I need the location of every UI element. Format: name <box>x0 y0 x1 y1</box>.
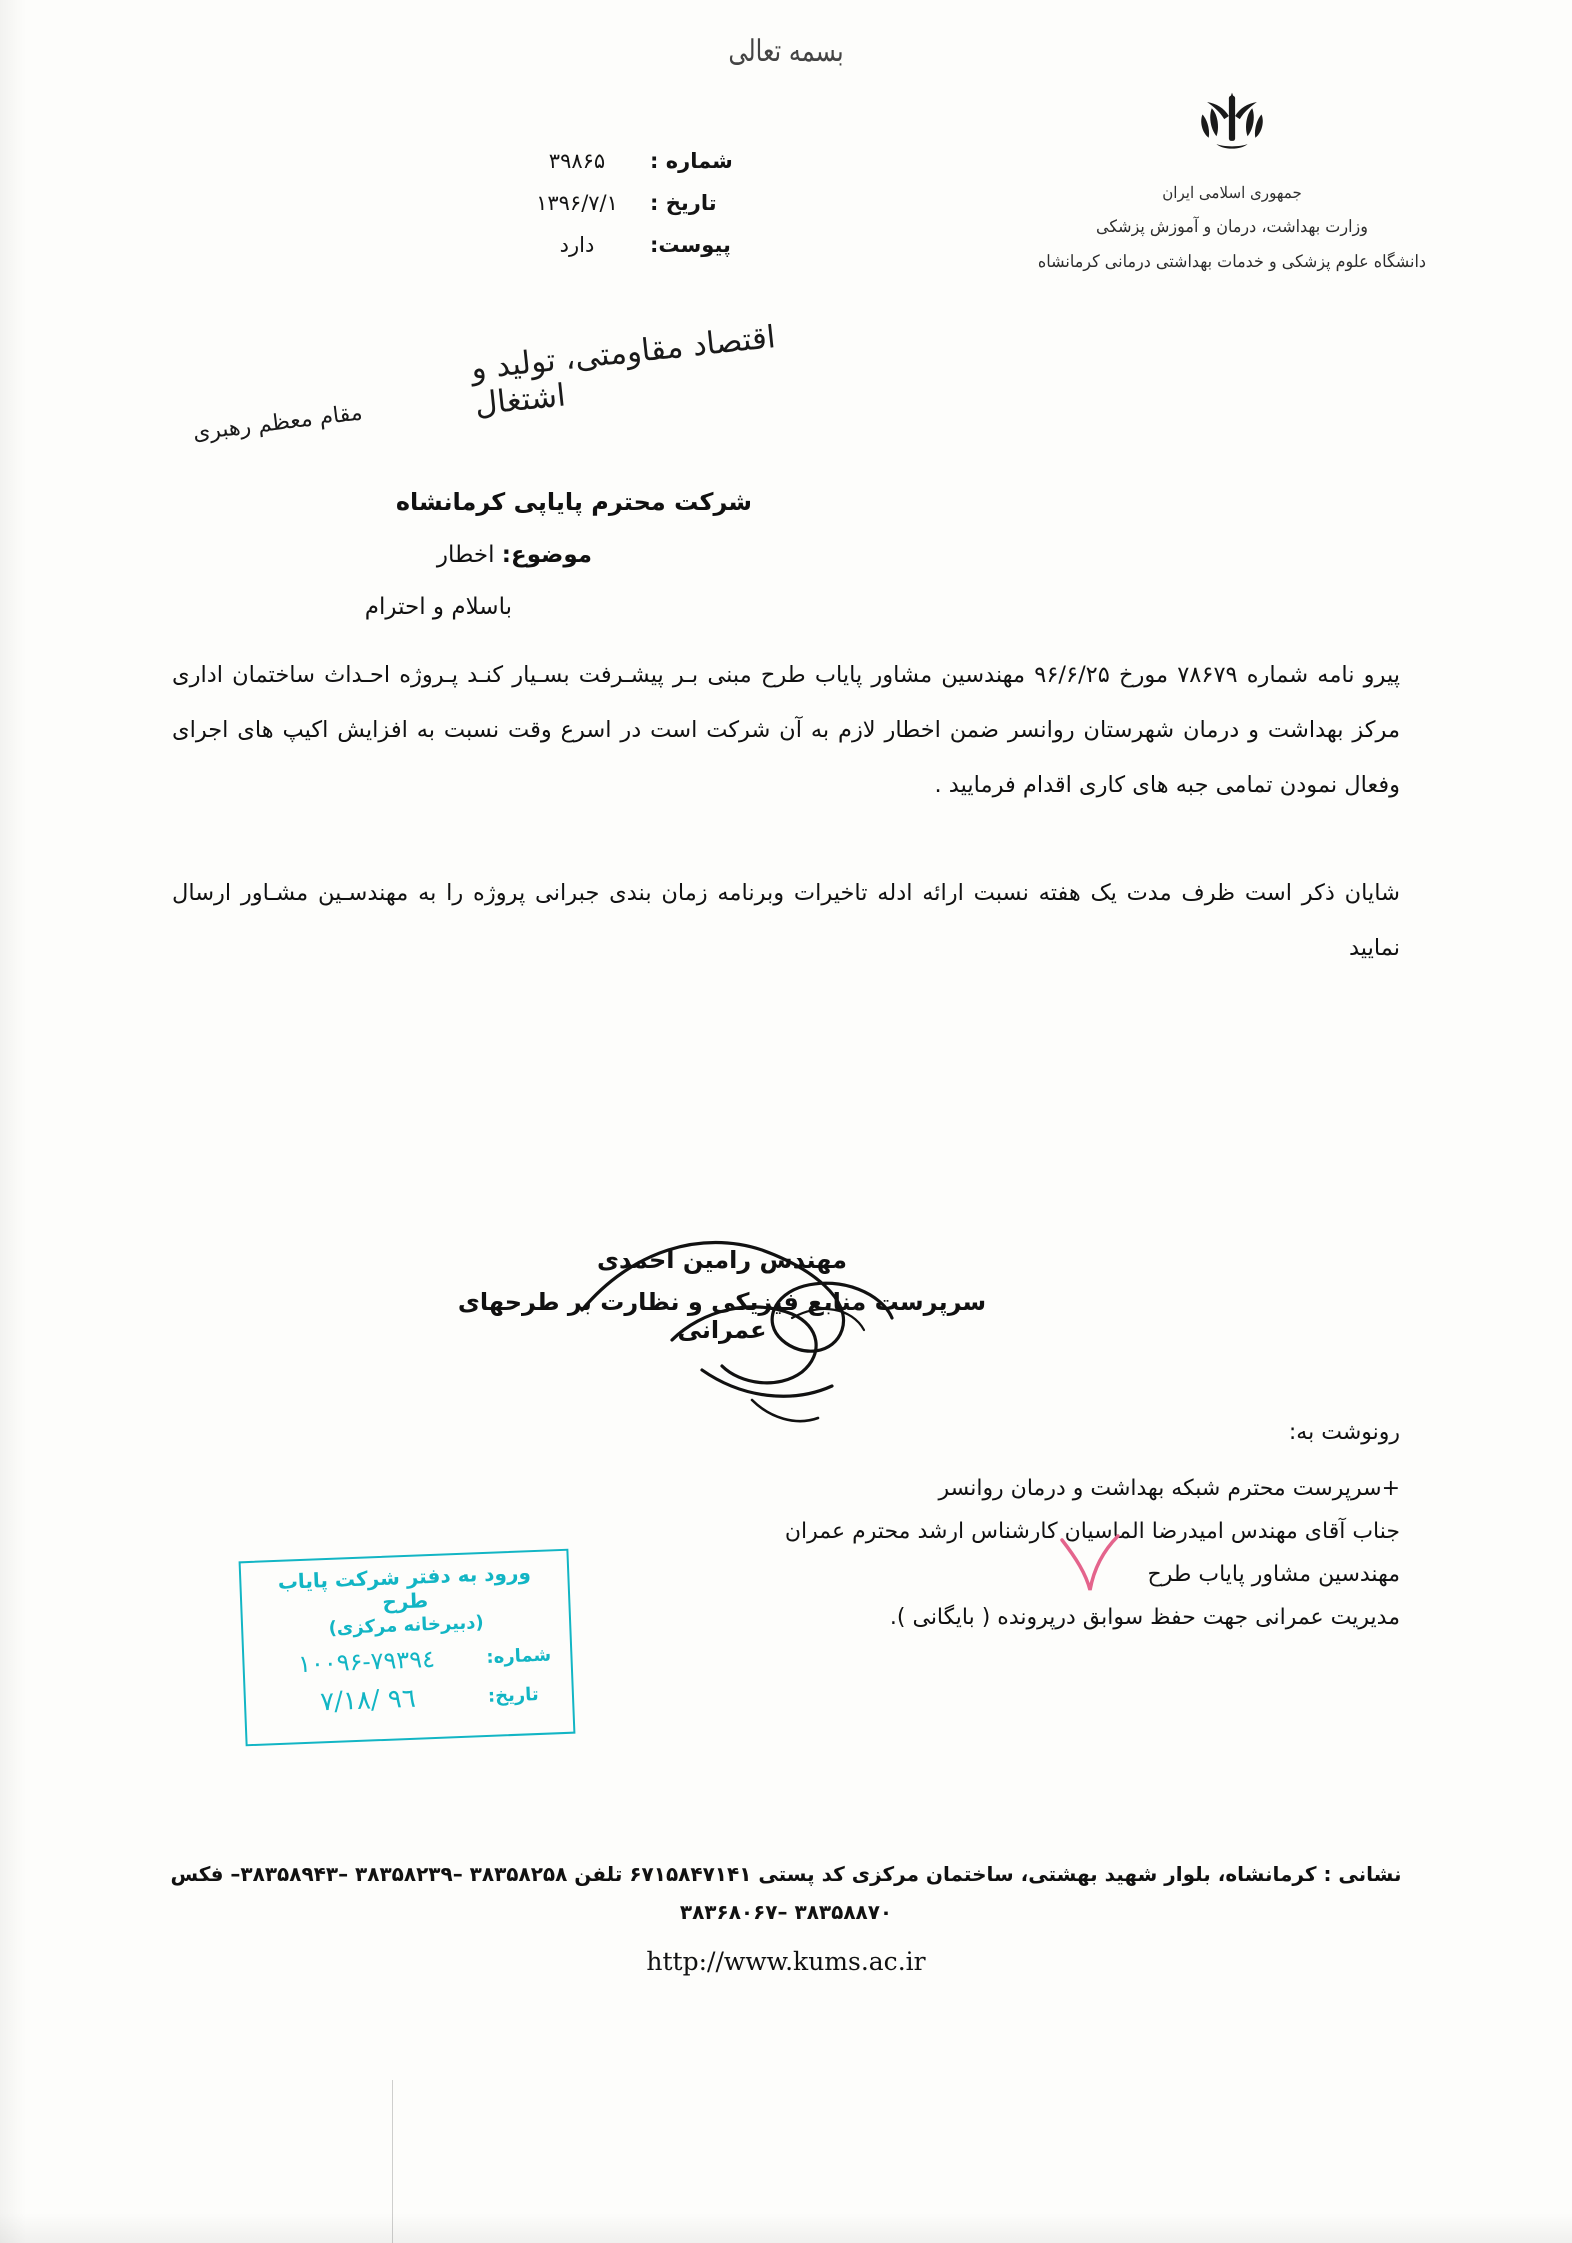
letterhead-line-country: جمهوری اسلامی ایران <box>1162 183 1302 202</box>
subject-value: اخطار <box>436 542 495 568</box>
body-paragraph-2: شایان ذکر است ظرف مدت یک هفته نسبت ارائه ادله تاخیرات وبرنامه زمان بندی جبرانی پروژه را به مهندسـین مشـاور ارسال نمایید <box>172 880 1400 962</box>
cc-list <box>600 1468 1400 1640</box>
addressee-line: شرکت محترم پایاپی کرمانشاه <box>395 488 752 516</box>
meta-label-number: شماره : <box>650 149 733 173</box>
letterhead-block <box>1022 88 1442 281</box>
meta-value-number: ۳۹۸۶۵ <box>548 149 606 173</box>
iran-emblem-icon <box>1022 88 1442 168</box>
cc-item: مدیریت عمرانی جهت حفظ سوابق درپرونده ( بایگانی ). <box>889 1604 1400 1630</box>
pink-check-mark-icon <box>1054 1528 1124 1598</box>
footer-website-url: http://www.kums.ac.ir <box>646 1947 926 1976</box>
meta-row-date <box>482 182 742 224</box>
signer-name: مهندس رامین احمدی <box>597 1246 847 1274</box>
paper-fold-line <box>392 2080 393 2243</box>
year-slogan: اقتصاد مقاومتی، تولید و اشتغال <box>469 319 778 423</box>
letterhead-line-ministry: وزارت بهداشت، درمان و آموزش پزشکی <box>1096 216 1368 237</box>
stamp-date-row <box>258 1678 561 1720</box>
meta-value-attachment: دارد <box>559 233 595 257</box>
signer-title: سرپرست منابع فیزیکی و نظارت بر طرحهای عمرانی <box>457 1288 987 1344</box>
meta-row-attachment <box>482 224 742 266</box>
stamp-office-line: ورود به دفتر شرکت پایاب طرح <box>277 1560 532 1614</box>
meta-label-date: تاریخ : <box>650 191 717 215</box>
footer-address-line: نشانی : کرمانشاه، بلوار شهید بهشتی، ساختمان مرکزی کد پستی ۶۷۱۵۸۴۷۱۴۱ تلفن ۳۸۳۵۸۲۵۸ –۳۸۳۵۸۲۳۹ –۳۸۳۵۸۹۴۳– فکس <box>170 1862 1402 1886</box>
meta-row-number <box>482 140 742 182</box>
stamp-number-row <box>256 1640 559 1680</box>
subject-label: موضوع: <box>501 542 592 568</box>
cc-item: مهندسین مشاور پایاب طرح <box>1147 1561 1400 1587</box>
footer-fax-line: ۳۸۳۵۸۸۷۰ –۳۸۳۶۸۰۶۷ <box>679 1900 893 1924</box>
stamp-date-value: ۹٦ /۷/۱۸ <box>319 1683 417 1718</box>
cc-heading: رونوشت به: <box>1288 1420 1400 1445</box>
letterhead-line-university: دانشگاه علوم پزشکی و خدمات بهداشتی درمانی کرمانشاه <box>1037 252 1427 273</box>
reception-stamp <box>239 1549 576 1747</box>
stamp-number-value: ۱۰۰۹۶-۷۹۳۹٤ <box>297 1644 436 1679</box>
cc-item: +سرپرست محترم شبکه بهداشت و درمان روانسر <box>938 1476 1400 1501</box>
greeting-line: باسلام و احترام <box>364 594 512 620</box>
page-footer <box>0 1855 1572 1976</box>
stamp-number-label: شماره: <box>486 1643 552 1668</box>
year-slogan-attribution: مقام معظم رهبری <box>191 400 364 446</box>
meta-label-attachment: پیوست: <box>650 233 731 257</box>
subject-line <box>240 542 592 568</box>
body-paragraph-1: پیرو نامه شماره ۷۸۶۷۹ مورخ ۹۶/۶/۲۵ مهندسین مشاور پایاب طرح مبنی بـر پیشـرفت بسـیار کنـد پـروژه احـداث ساختمان اداری مرکز بهداشت و درمان شهرستان روانسر ضمن اخطار لازم به آن شرکت است در اسرع وقت نسبت به افزایش اکیپ های اجرای وفعال نمودن تمامی جبه های کاری اقدام فرمایید . <box>172 662 1400 799</box>
document-meta-block <box>482 140 742 266</box>
cc-item: جناب آقای مهندس امیدرضا الماسیان کارشناس ارشد محترم عمران <box>784 1518 1400 1544</box>
meta-value-date: ۱۳۹۶/۷/۱ <box>536 191 618 215</box>
scan-edge-shading-bottom <box>0 2213 1572 2243</box>
bismillah-heading: بسمه تعالی <box>728 34 844 69</box>
stamp-date-label: تاریخ: <box>487 1683 540 1707</box>
stamp-suboffice-line: (دبیرخانه مرکزی) <box>328 1612 485 1639</box>
